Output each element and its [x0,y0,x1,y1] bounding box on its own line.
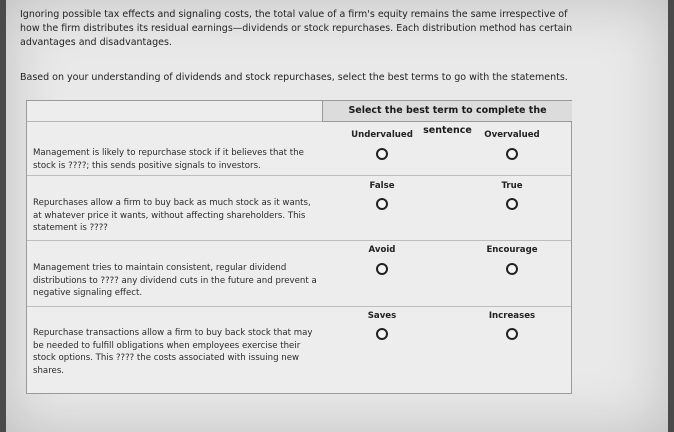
radio-avoid[interactable] [376,263,388,275]
radio-undervalued[interactable] [376,148,388,160]
option-label-overvalued: Overvalued [484,130,540,140]
question-page [6,0,668,432]
statement-4: Repurchase transactions allow a firm to buy back stock that may be needed to fulfill obligations when employees exercise their stock options. This ???? the costs associated with issuing new shares. [33,328,313,376]
statement-2: Repurchases allow a firm to buy back as much stock as it wants, at whatever price it wants, without affecting shareholders. This statement is ???? [33,198,311,233]
radio-saves[interactable] [376,328,388,340]
statement-1: Management is likely to repurchase stock if it believes that the stock is ????; this sends positive signals to investors. [33,148,304,171]
option-label-saves: Saves [367,311,397,321]
table-top-divider [27,121,322,122]
option-label-false: False [369,181,395,191]
instruction-text: Based on your understanding of dividends and stock repurchases, select the best terms to go with the statements. [20,72,568,83]
radio-encourage[interactable] [506,263,518,275]
table-header: Select the best term to complete the sentence [322,101,572,122]
option-label-true: True [501,181,523,191]
option-label-encourage: Encourage [486,245,538,255]
statement-3: Management tries to maintain consistent, regular dividend distributions to ???? any dividend cuts in the future and prevent a negative signaling effect. [33,263,317,298]
row-divider [27,175,571,176]
radio-overvalued[interactable] [506,148,518,160]
row-divider [27,240,571,241]
radio-false[interactable] [376,198,388,210]
row-divider [27,306,571,307]
answer-table [26,100,572,394]
intro-paragraph: Ignoring possible tax effects and signaling costs, the total value of a firm's equity remains the same irrespective of how the firm distributes its residual earnings—dividends or stock repurchases. Each distribution method has certain advantages and disadvantages. [20,9,573,48]
radio-true[interactable] [506,198,518,210]
option-label-avoid: Avoid [368,245,396,255]
option-label-increases: Increases [488,311,536,321]
option-label-undervalued: Undervalued [351,130,413,140]
radio-increases[interactable] [506,328,518,340]
